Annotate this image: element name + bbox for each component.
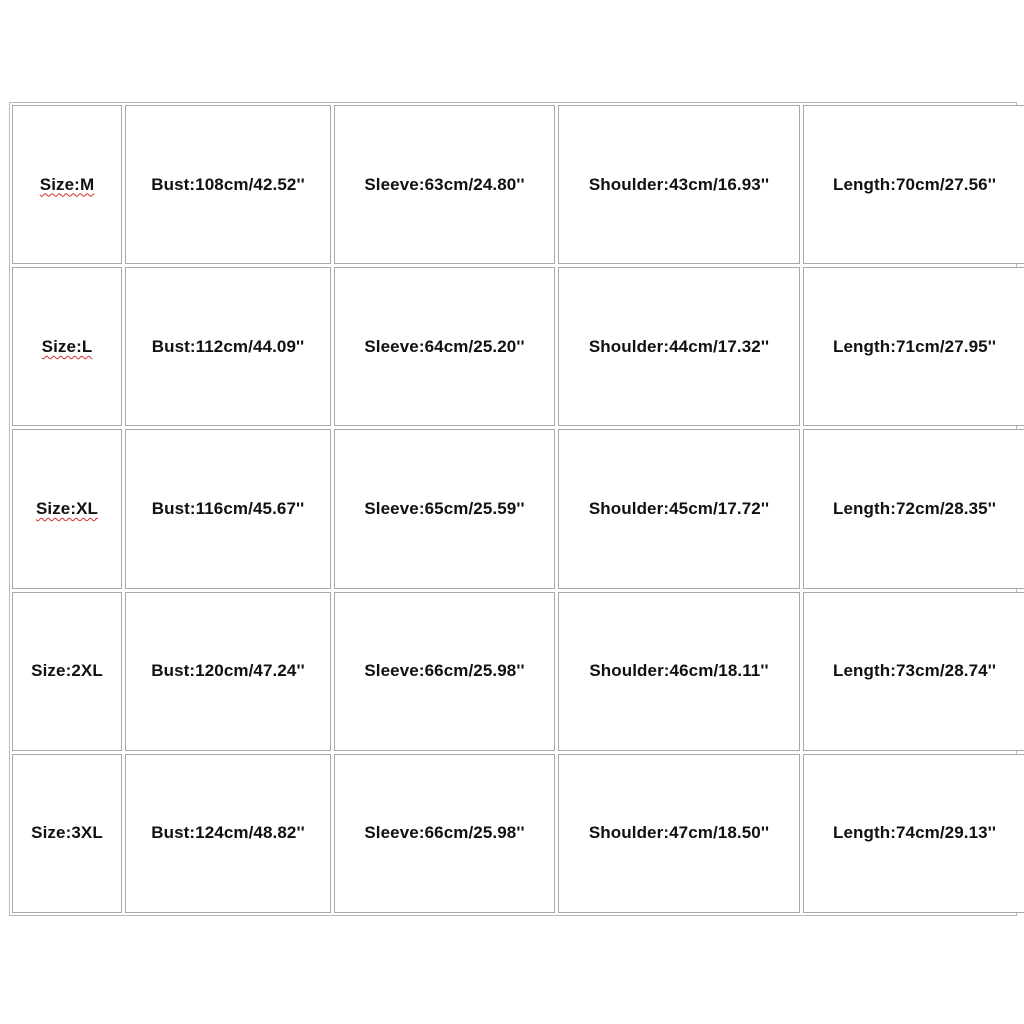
length-cell [803,429,1024,588]
length-value: Length:74cm/29.13'' [832,823,997,843]
size-cell [12,267,122,426]
size-label: Size:3XL [31,823,103,843]
sleeve-cell [334,267,555,426]
sleeve-value: Sleeve:63cm/24.80'' [364,174,525,194]
bust-cell [125,267,331,426]
size-label: Size:M [39,174,95,194]
length-value: Length:73cm/28.74'' [832,661,997,681]
sleeve-value: Sleeve:66cm/25.98'' [364,823,525,843]
shoulder-value: Shoulder:46cm/18.11'' [589,661,769,681]
size-label: Size:L [41,336,93,356]
size-label: Size:XL [35,498,99,518]
shoulder-value: Shoulder:44cm/17.32'' [588,336,770,356]
sleeve-cell [334,105,555,264]
length-value: Length:72cm/28.35'' [832,498,997,518]
sleeve-value: Sleeve:66cm/25.98'' [364,661,525,681]
length-value: Length:70cm/27.56'' [832,174,997,194]
shoulder-value: Shoulder:43cm/16.93'' [588,174,770,194]
shoulder-cell [558,592,800,751]
length-cell [803,267,1024,426]
sleeve-value: Sleeve:64cm/25.20'' [364,336,525,356]
sleeve-value: Sleeve:65cm/25.59'' [364,498,525,518]
shoulder-cell [558,754,800,913]
length-cell [803,754,1024,913]
bust-cell [125,105,331,264]
size-cell [12,429,122,588]
size-chart-table [9,102,1017,916]
shoulder-value: Shoulder:45cm/17.72'' [588,498,770,518]
shoulder-cell [558,267,800,426]
shoulder-cell [558,429,800,588]
bust-cell [125,754,331,913]
bust-value: Bust:124cm/48.82'' [151,823,305,843]
sleeve-cell [334,592,555,751]
length-cell [803,592,1024,751]
bust-value: Bust:108cm/42.52'' [151,174,305,194]
size-cell [12,754,122,913]
length-cell [803,105,1024,264]
size-cell [12,592,122,751]
sleeve-cell [334,754,555,913]
bust-value: Bust:112cm/44.09'' [151,336,305,356]
size-label: Size:2XL [31,661,103,681]
shoulder-cell [558,105,800,264]
bust-value: Bust:116cm/45.67'' [151,498,305,518]
sleeve-cell [334,429,555,588]
bust-cell [125,592,331,751]
size-cell [12,105,122,264]
bust-value: Bust:120cm/47.24'' [151,661,305,681]
bust-cell [125,429,331,588]
shoulder-value: Shoulder:47cm/18.50'' [588,823,770,843]
length-value: Length:71cm/27.95'' [832,336,997,356]
